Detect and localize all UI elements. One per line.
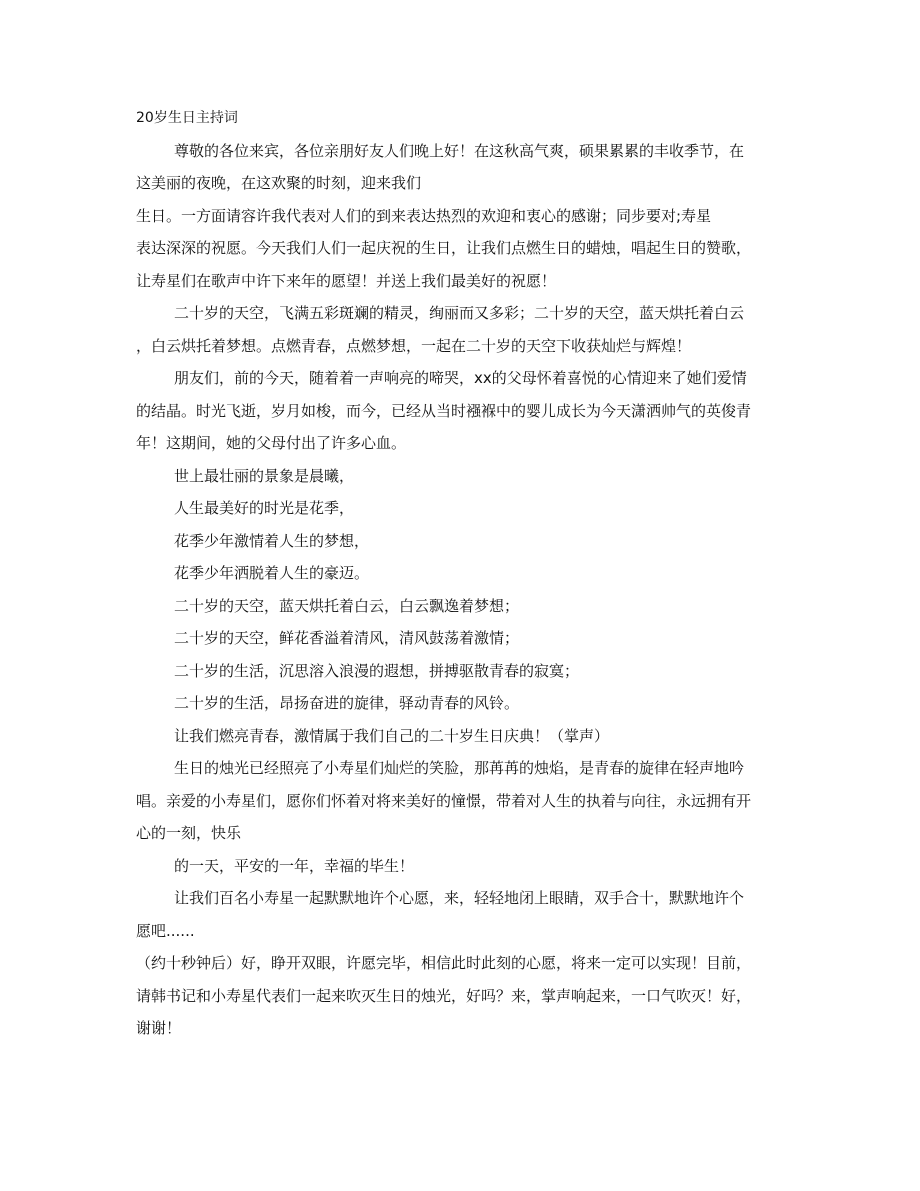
paragraph-line: 生日的烛光已经照亮了小寿星们灿烂的笑脸，那苒苒的烛焰，是青春的旋律在轻声地吟 [174,759,745,777]
poem-line: 花季少年洒脱着人生的豪迈。 [174,564,370,582]
poem-line: 人生最美好的时光是花季， [174,499,355,517]
paragraph-line: 唱。亲爱的小寿星们，愿你们怀着对将来美好的憧憬，带着对人生的执着与向往，永远拥有开 [136,791,752,810]
document-body [136,102,786,1045]
paragraph-line: 二十岁的天空，飞满五彩斑斓的精灵，绚丽而又多彩；二十岁的天空，蓝天烘托着白云 [174,304,745,322]
paragraph-line: 尊敬的各位来宾，各位亲朋好友人们晚上好！在这秋高气爽，硕果累累的丰收季节，在 [174,141,745,160]
poem-line: 二十岁的天空，蓝天烘托着白云，白云飘逸着梦想； [174,596,520,615]
paragraph-line: 愿吧...... [136,921,195,940]
paragraph-line: 谢谢！ [136,1019,182,1037]
poem-line: 世上最壮丽的景象是晨曦， [174,466,355,485]
paragraph-line: 年！这期间，她的父母付出了许多心血。 [136,434,407,452]
poem-line: 二十岁的生活，昂扬奋进的旋律，驿动青春的风铃。 [174,694,520,712]
paragraph-line: 生日。一方面请容许我代表对人们的到来表达热烈的欢迎和衷心的感谢；同步要对;寿星 [136,206,712,225]
paragraph-line: 让寿星们在歌声中许下来年的愿望！并送上我们最美好的祝愿！ [136,271,557,290]
paragraph-line: 朋友们，前的今天，随着着一声响亮的啼哭，xx的父母怀着喜悦的心情迎来了她们爱情 [174,369,747,387]
paragraph-line: 的结晶。时光飞逝，岁月如梭，而今，已经从当时襁褓中的婴儿成长为今天潇洒帅气的英俊青 [136,401,752,420]
paragraph-line: 的一天，平安的一年，幸福的毕生！ [174,856,415,875]
document-title: 20岁生日主持词 [136,110,238,126]
poem-line: 二十岁的生活，沉思溶入浪漫的遐想，拼搏驱散青春的寂寞； [174,661,580,680]
paragraph-line: 心的一刻，快乐 [136,824,242,842]
poem-line: 花季少年激情着人生的梦想， [174,531,370,550]
paragraph-line: 表达深深的祝愿。今天我们人们一起庆祝的生日，让我们点燃生日的蜡烛，唱起生日的赞歌， [136,239,752,257]
paragraph-line: 让我们燃亮青春，激情属于我们自己的二十岁生日庆典！（掌声） [174,726,610,745]
paragraph-line: 让我们百名小寿星一起默默地许个心愿，来，轻轻地闭上眼睛，双手合十，默默地许个 [174,889,745,907]
poem-line: 二十岁的天空，鲜花香溢着清风，清风鼓荡着激情； [174,629,520,647]
paragraph-line: ，白云烘托着梦想。点燃青春，点燃梦想，一起在二十岁的天空下收获灿烂与辉煌！ [136,336,692,355]
paragraph-line: （约十秒钟后）好，睁开双眼，许愿完毕，相信此时此刻的心愿，将来一定可以实现！目前， [136,954,752,972]
paragraph-line: 这美丽的夜晚，在这欢聚的时刻，迎来我们 [136,174,422,192]
paragraph-line: 请韩书记和小寿星代表们一起来吹灭生日的烛光，好吗？来，掌声响起来，一口气吹灭！好， [136,986,752,1005]
